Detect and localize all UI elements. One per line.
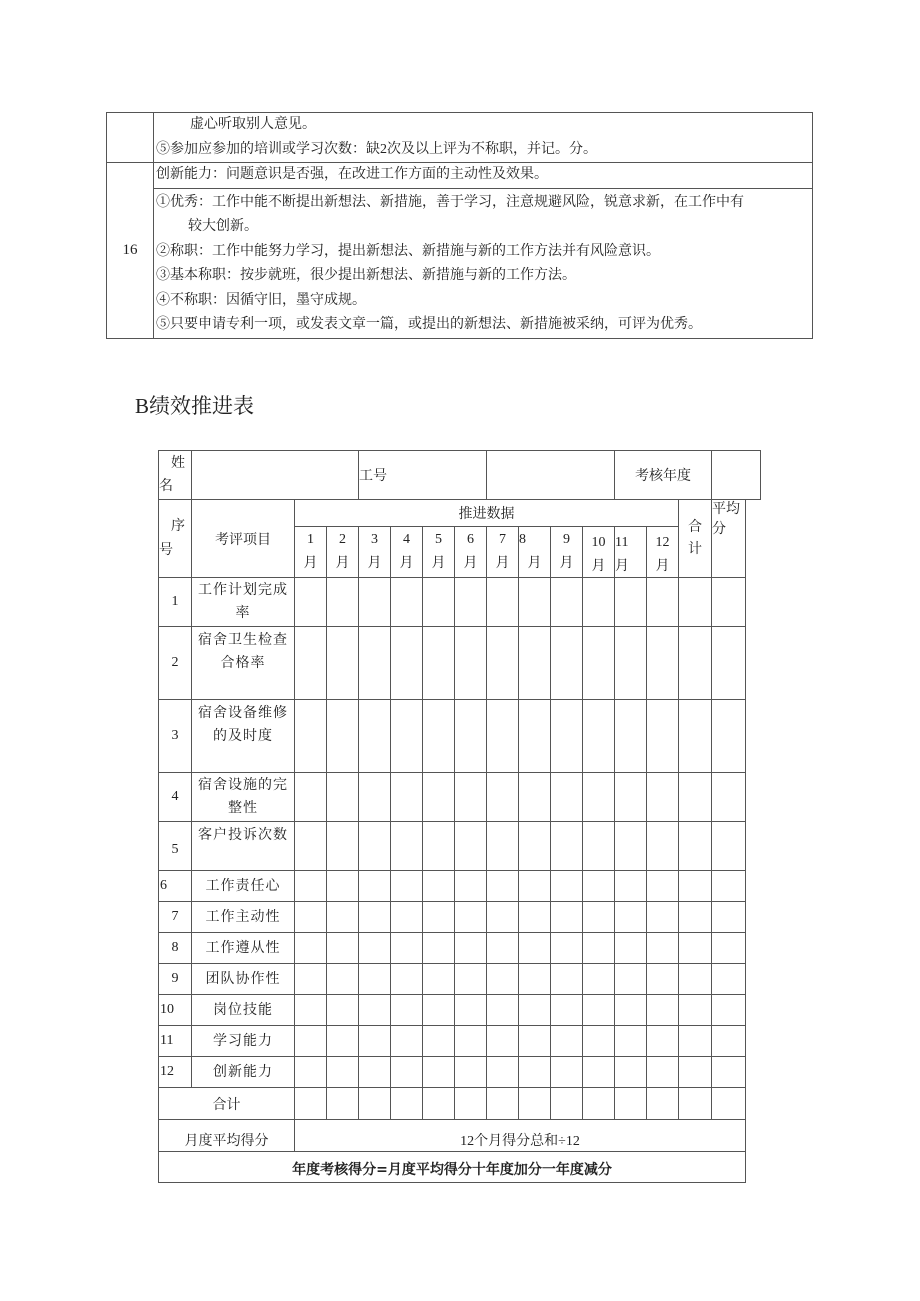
cell[interactable] <box>679 822 712 871</box>
id-label: 工号 <box>359 451 487 500</box>
cell[interactable] <box>455 1057 487 1088</box>
cell[interactable] <box>455 902 487 933</box>
item-header: 考评项目 <box>192 500 295 578</box>
cell[interactable] <box>359 964 391 995</box>
cell[interactable] <box>647 871 679 902</box>
cell[interactable] <box>455 773 487 822</box>
cell[interactable] <box>327 995 359 1026</box>
cell[interactable] <box>391 995 423 1026</box>
row-seq: 1 <box>159 578 192 627</box>
cell[interactable] <box>647 995 679 1026</box>
cell[interactable] <box>295 964 327 995</box>
cell[interactable] <box>359 773 391 822</box>
cell[interactable] <box>327 1057 359 1088</box>
cell[interactable] <box>647 700 679 773</box>
cell[interactable] <box>487 995 519 1026</box>
table-row <box>159 1026 761 1057</box>
cell[interactable] <box>359 871 391 902</box>
cell[interactable] <box>615 964 647 995</box>
cell[interactable] <box>647 627 679 700</box>
name-field[interactable] <box>192 451 359 500</box>
row-seq: 12 <box>159 1057 192 1088</box>
cell[interactable] <box>519 822 551 871</box>
cell[interactable] <box>359 627 391 700</box>
cell[interactable] <box>551 995 583 1026</box>
month-header-4: 4 月 <box>391 527 423 578</box>
cell[interactable] <box>359 822 391 871</box>
cell[interactable] <box>519 871 551 902</box>
cell[interactable] <box>455 1088 487 1120</box>
cell[interactable] <box>327 700 359 773</box>
criteria-item16-heading: 创新能力：问题意识是否强，在改进工作方面的主动性及效果。 <box>154 163 812 189</box>
cell[interactable] <box>583 871 615 902</box>
table-row <box>159 933 761 964</box>
cell[interactable] <box>423 578 455 627</box>
cell[interactable] <box>487 1026 519 1057</box>
cell[interactable] <box>519 700 551 773</box>
cell[interactable] <box>327 871 359 902</box>
month-header-10: 10 月 <box>583 527 615 578</box>
cell[interactable] <box>615 933 647 964</box>
row-item: 创新能力 <box>192 1057 295 1088</box>
cell[interactable] <box>647 1057 679 1088</box>
cell[interactable] <box>615 1057 647 1088</box>
name-label-line1: 姓 <box>171 456 185 471</box>
id-field[interactable] <box>487 451 615 500</box>
cell[interactable] <box>455 995 487 1026</box>
cell[interactable] <box>712 578 746 627</box>
month-header-2: 2 月 <box>327 527 359 578</box>
cell[interactable] <box>583 822 615 871</box>
cell[interactable] <box>391 1057 423 1088</box>
row-seq: 11 <box>159 1026 192 1057</box>
cell[interactable] <box>519 1088 551 1120</box>
avg-header-line2: 分 <box>712 522 727 537</box>
row-seq: 9 <box>159 964 192 995</box>
criteria-line: ③基本称职：按步就班，很少提出新想法、新措施与新的工作方法。 <box>156 268 576 283</box>
cell[interactable] <box>679 871 712 902</box>
cell[interactable] <box>551 1026 583 1057</box>
cell[interactable] <box>423 700 455 773</box>
cell[interactable] <box>551 627 583 700</box>
cell[interactable] <box>391 933 423 964</box>
month-header-12: 12 月 <box>647 527 679 578</box>
row-seq: 5 <box>159 822 192 871</box>
cell[interactable] <box>487 700 519 773</box>
cell[interactable] <box>487 1057 519 1088</box>
cell[interactable] <box>487 964 519 995</box>
cell[interactable] <box>583 627 615 700</box>
cell[interactable] <box>327 822 359 871</box>
cell[interactable] <box>487 1088 519 1120</box>
cell[interactable] <box>487 773 519 822</box>
cell[interactable] <box>615 1026 647 1057</box>
row-item: 宿舍设施的完 整性 <box>192 773 295 822</box>
cell[interactable] <box>679 964 712 995</box>
cell[interactable] <box>391 1026 423 1057</box>
table-row <box>159 995 761 1026</box>
cell[interactable] <box>712 933 746 964</box>
sum-header-line2: 计 <box>688 541 703 557</box>
cell[interactable] <box>295 773 327 822</box>
cell[interactable] <box>551 1057 583 1088</box>
cell[interactable] <box>423 822 455 871</box>
cell[interactable] <box>359 1057 391 1088</box>
cell[interactable] <box>712 1026 746 1057</box>
cell[interactable] <box>487 627 519 700</box>
cell[interactable] <box>679 700 712 773</box>
cell[interactable] <box>712 902 746 933</box>
cell[interactable] <box>391 871 423 902</box>
cell[interactable] <box>551 773 583 822</box>
cell[interactable] <box>359 578 391 627</box>
monthly-average-label: 月度平均得分 <box>159 1120 295 1152</box>
criteria-line: ②称职：工作中能努力学习，提出新想法、新措施与新的工作方法并有风险意识。 <box>156 243 660 259</box>
table-row <box>159 902 761 933</box>
cell[interactable] <box>615 1088 647 1120</box>
performance-table <box>158 450 761 1183</box>
cell[interactable] <box>519 1026 551 1057</box>
cell[interactable] <box>583 995 615 1026</box>
cell[interactable] <box>359 902 391 933</box>
cell[interactable] <box>391 964 423 995</box>
cell[interactable] <box>583 1057 615 1088</box>
row-seq: 4 <box>159 773 192 822</box>
row-seq: 6 <box>159 871 192 902</box>
cell[interactable] <box>679 933 712 964</box>
cell[interactable] <box>295 1026 327 1057</box>
year-label: 考核年度 <box>615 451 712 500</box>
criteria-number-cell <box>107 113 154 163</box>
cell[interactable] <box>519 902 551 933</box>
cell[interactable] <box>391 902 423 933</box>
cell[interactable] <box>679 627 712 700</box>
criteria-line: 较大创新。 <box>188 219 258 234</box>
row-seq: 8 <box>159 933 192 964</box>
seq-header <box>159 500 192 578</box>
cell[interactable] <box>423 964 455 995</box>
total-label: 合计 <box>159 1088 295 1120</box>
cell[interactable] <box>647 1026 679 1057</box>
cell[interactable] <box>391 773 423 822</box>
cell[interactable] <box>295 1057 327 1088</box>
month-header-8: 8 月 <box>519 527 551 578</box>
criteria-line: ⑤参加应参加的培训或学习次数：缺2次及以上评为不称职，并记。分。 <box>156 141 597 157</box>
cell[interactable] <box>295 933 327 964</box>
cell[interactable] <box>327 1026 359 1057</box>
monthly-average-formula: 12个月得分总和÷12 <box>295 1120 746 1152</box>
cell[interactable] <box>712 822 746 871</box>
seq-header-line2: 号 <box>159 542 173 558</box>
criteria-table <box>106 112 813 339</box>
cell[interactable] <box>615 995 647 1026</box>
sum-header <box>679 500 712 578</box>
avg-header-line1: 平均 <box>712 502 741 517</box>
cell[interactable] <box>551 871 583 902</box>
month-header-1: 1 月 <box>295 527 327 578</box>
section-title: B绩效推进表 <box>135 394 255 418</box>
cell[interactable] <box>487 871 519 902</box>
seq-header-line1: 序 <box>171 518 185 534</box>
cell[interactable] <box>679 578 712 627</box>
cell[interactable] <box>615 871 647 902</box>
cell[interactable] <box>487 902 519 933</box>
cell[interactable] <box>391 700 423 773</box>
cell[interactable] <box>327 1088 359 1120</box>
row-item: 岗位技能 <box>192 995 295 1026</box>
cell[interactable] <box>519 578 551 627</box>
cell[interactable] <box>712 1057 746 1088</box>
cell[interactable] <box>423 995 455 1026</box>
cell[interactable] <box>551 578 583 627</box>
table-row <box>159 871 761 902</box>
cell[interactable] <box>647 1088 679 1120</box>
cell[interactable] <box>615 822 647 871</box>
row-item: 工作计划完成 率 <box>192 578 295 627</box>
cell[interactable] <box>423 773 455 822</box>
name-label <box>159 451 192 500</box>
table-row <box>159 627 761 700</box>
cell[interactable] <box>391 627 423 700</box>
cell[interactable] <box>359 1026 391 1057</box>
cell[interactable] <box>295 871 327 902</box>
cell[interactable] <box>551 902 583 933</box>
row-seq: 3 <box>159 700 192 773</box>
cell[interactable] <box>487 822 519 871</box>
avg-header <box>712 500 746 578</box>
month-header-3: 3 月 <box>359 527 391 578</box>
table-row <box>159 1057 761 1088</box>
cell[interactable] <box>519 773 551 822</box>
cell[interactable] <box>679 995 712 1026</box>
cell[interactable] <box>679 773 712 822</box>
cell[interactable] <box>712 700 746 773</box>
cell[interactable] <box>295 700 327 773</box>
cell[interactable] <box>359 700 391 773</box>
row-item: 客户投诉次数 <box>192 822 295 871</box>
cell[interactable] <box>295 1088 327 1120</box>
month-header-7: 7 月 <box>487 527 519 578</box>
cell[interactable] <box>647 822 679 871</box>
table-row <box>159 822 761 871</box>
cell[interactable] <box>551 933 583 964</box>
criteria-item16-cell <box>154 163 813 339</box>
month-header-9: 9 月 <box>551 527 583 578</box>
cell[interactable] <box>647 902 679 933</box>
row-item: 宿舍设备维修 的及时度 <box>192 700 295 773</box>
cell[interactable] <box>423 871 455 902</box>
cell[interactable] <box>712 773 746 822</box>
cell[interactable] <box>455 700 487 773</box>
cell[interactable] <box>551 964 583 995</box>
cell[interactable] <box>455 627 487 700</box>
row-item: 学习能力 <box>192 1026 295 1057</box>
criteria-line: ④不称职：因循守旧，墨守成规。 <box>156 292 366 308</box>
row-item: 工作遵从性 <box>192 933 295 964</box>
row-seq: 7 <box>159 902 192 933</box>
row-item: 团队协作性 <box>192 964 295 995</box>
cell[interactable] <box>295 995 327 1026</box>
cell[interactable] <box>295 578 327 627</box>
cell[interactable] <box>519 627 551 700</box>
cell[interactable] <box>519 995 551 1026</box>
monthly-average-row <box>159 1120 761 1152</box>
criteria-item-number: 16 <box>107 163 154 339</box>
row-item: 工作责任心 <box>192 871 295 902</box>
month-header-6: 6 月 <box>455 527 487 578</box>
cell[interactable] <box>647 578 679 627</box>
year-field[interactable] <box>712 451 761 500</box>
cell[interactable] <box>423 902 455 933</box>
cell[interactable] <box>519 1057 551 1088</box>
cell[interactable] <box>455 1026 487 1057</box>
cell[interactable] <box>551 822 583 871</box>
table-row <box>159 773 761 822</box>
cell[interactable] <box>551 700 583 773</box>
cell[interactable] <box>391 578 423 627</box>
cell[interactable] <box>519 933 551 964</box>
cell[interactable] <box>519 964 551 995</box>
cell[interactable] <box>423 1057 455 1088</box>
cell[interactable] <box>615 773 647 822</box>
cell[interactable] <box>455 871 487 902</box>
cell[interactable] <box>679 1026 712 1057</box>
cell[interactable] <box>391 822 423 871</box>
cell[interactable] <box>327 933 359 964</box>
cell[interactable] <box>455 822 487 871</box>
cell[interactable] <box>712 1088 746 1120</box>
cell[interactable] <box>295 902 327 933</box>
total-row <box>159 1088 761 1120</box>
cell[interactable] <box>295 822 327 871</box>
annual-formula-row <box>159 1152 761 1183</box>
cell[interactable] <box>423 933 455 964</box>
cell[interactable] <box>679 902 712 933</box>
criteria-line: ⑤只要申请专利一项，或发表文章一篇，或提出的新想法、新措施被采纳，可评为优秀。 <box>156 317 702 332</box>
cell[interactable] <box>583 933 615 964</box>
cell[interactable] <box>679 1088 712 1120</box>
cell[interactable] <box>327 578 359 627</box>
table-row <box>159 964 761 995</box>
criteria-continuation-cell <box>154 113 813 163</box>
cell[interactable] <box>712 964 746 995</box>
cell[interactable] <box>551 1088 583 1120</box>
cell[interactable] <box>455 578 487 627</box>
cell[interactable] <box>327 964 359 995</box>
cell[interactable] <box>423 627 455 700</box>
name-label-line2: 名 <box>159 479 173 494</box>
sum-header-line1: 合 <box>688 519 703 535</box>
cell[interactable] <box>583 700 615 773</box>
cell[interactable] <box>615 578 647 627</box>
cell[interactable] <box>423 1026 455 1057</box>
cell[interactable] <box>679 1057 712 1088</box>
cell[interactable] <box>455 964 487 995</box>
cell[interactable] <box>712 627 746 700</box>
cell[interactable] <box>295 627 327 700</box>
row-item: 工作主动性 <box>192 902 295 933</box>
table-row <box>159 578 761 627</box>
annual-formula: 年度考核得分=月度平均得分十年度加分一年度减分 <box>159 1152 746 1183</box>
cell[interactable] <box>615 627 647 700</box>
cell[interactable] <box>583 1088 615 1120</box>
cell[interactable] <box>455 933 487 964</box>
table-row <box>159 700 761 773</box>
month-header-5: 5 月 <box>423 527 455 578</box>
cell[interactable] <box>359 1088 391 1120</box>
cell[interactable] <box>487 933 519 964</box>
cell[interactable] <box>327 773 359 822</box>
cell[interactable] <box>712 995 746 1026</box>
row-seq: 10 <box>159 995 192 1026</box>
cell[interactable] <box>712 871 746 902</box>
criteria-line: ①优秀：工作中能不断提出新想法、新措施，善于学习，注意规避风险，锐意求新，在工作中有 <box>156 194 744 210</box>
cell[interactable] <box>327 627 359 700</box>
cell[interactable] <box>583 1026 615 1057</box>
cell[interactable] <box>487 578 519 627</box>
cell[interactable] <box>359 995 391 1026</box>
cell[interactable] <box>583 773 615 822</box>
criteria-line: 虚心听取别人意见。 <box>190 117 316 132</box>
cell[interactable] <box>327 902 359 933</box>
cell[interactable] <box>647 964 679 995</box>
cell[interactable] <box>615 700 647 773</box>
cell[interactable] <box>423 1088 455 1120</box>
cell[interactable] <box>391 1088 423 1120</box>
data-header: 推进数据 <box>295 500 679 527</box>
cell[interactable] <box>583 578 615 627</box>
cell[interactable] <box>359 933 391 964</box>
month-header-11: 11 月 <box>615 527 647 578</box>
cell[interactable] <box>615 902 647 933</box>
cell[interactable] <box>647 773 679 822</box>
cell[interactable] <box>647 933 679 964</box>
row-seq: 2 <box>159 627 192 700</box>
cell[interactable] <box>583 902 615 933</box>
cell[interactable] <box>583 964 615 995</box>
row-item: 宿舍卫生检查 合格率 <box>192 627 295 700</box>
